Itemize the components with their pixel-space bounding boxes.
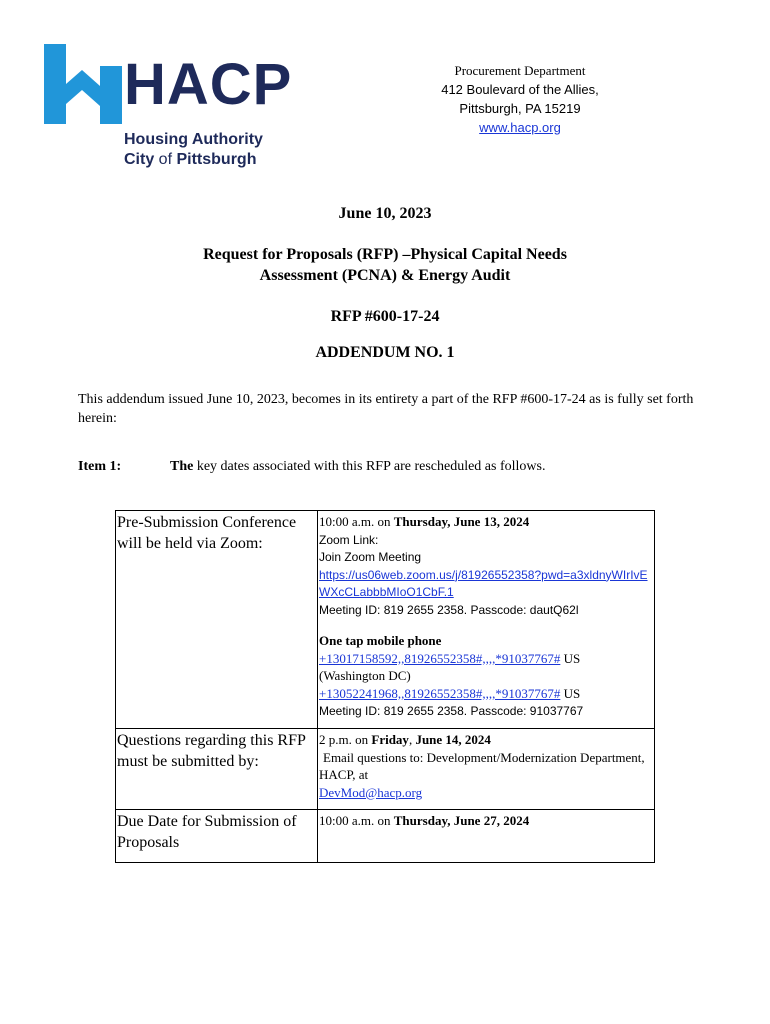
hacp-logo <box>44 44 324 174</box>
phone-link-2[interactable]: +13052241968,,81926552358#,,,,*91037767# <box>319 685 561 701</box>
document-title <box>0 245 770 287</box>
table-row <box>116 810 655 863</box>
city-address: Pittsburgh, PA 15219 <box>459 100 581 116</box>
department-name: Procurement Department <box>454 63 586 78</box>
rfp-number: RFP #600-17-24 <box>330 308 440 325</box>
logo-wordmark: HACP <box>124 52 293 117</box>
questions-details: 2 p.m. on Friday, June 14, 2024 Email questions to: Development/Modernization Department, HACP, at DevMod@hacp.org <box>318 729 655 810</box>
email-link[interactable]: DevMod@hacp.org <box>319 784 423 800</box>
phone-link-1[interactable]: +13017158592,,81926552358#,,,,*91037767# <box>319 650 561 666</box>
website-link[interactable]: www.hacp.org <box>479 119 561 135</box>
questions-label: Questions regarding this RFP must be submitted by: <box>116 729 318 810</box>
title-line2: Assessment (PCNA) & Energy Audit <box>259 266 511 284</box>
address-block <box>420 62 620 137</box>
due-date-details: 10:00 a.m. on Thursday, June 27, 2024 <box>318 810 655 863</box>
logo-subtitle-line2: City of Pittsburgh <box>124 151 257 168</box>
logo-subtitle-line1: Housing Authority <box>124 131 263 148</box>
table-row <box>116 729 655 810</box>
title-line1: Request for Proposals (RFP) –Physical Capital Needs <box>203 246 567 263</box>
document-date: June 10, 2023 <box>338 205 432 222</box>
street-address: 412 Boulevard of the Allies, <box>441 81 599 97</box>
conference-label: Pre-Submission Conference will be held via Zoom: <box>116 511 318 729</box>
hacp-mark-icon <box>44 44 122 124</box>
item-text: The key dates associated with this RFP are rescheduled as follows. <box>170 459 546 474</box>
intro-paragraph: This addendum issued June 10, 2023, becomes in its entirety a part of the RFP #600-17-24 as is fully set forth herein: <box>78 392 694 426</box>
conference-details: 10:00 a.m. on Thursday, June 13, 2024 Zoom Link: Join Zoom Meeting https://us06web.zoom.us/j/81926552358?pwd=a3xldnyWIrIvEWXcCLabbbMIoO1CbF.1 Meeting ID: 819 2655 2358. Passcode: dautQ62l One tap mobile phone +13017158592,,81926552358#,,,,*91037767# US (Washington DC) +13052241968,,81926552358#,,,,*91037767# US Meeting ID: 819 2655 2358. Passcode: 91037767 <box>318 511 655 729</box>
zoom-link[interactable]: https://us06web.zoom.us/j/81926552358?pwd=a3xldnyWIrIvEWXcCLabbbMIoO1CbF.1 <box>319 567 648 600</box>
addendum-heading: ADDENDUM NO. 1 <box>315 344 455 361</box>
schedule-table <box>115 510 655 863</box>
table-row <box>116 511 655 729</box>
item-label: Item 1: <box>78 459 122 474</box>
due-date-label: Due Date for Submission of Proposals <box>116 810 318 863</box>
